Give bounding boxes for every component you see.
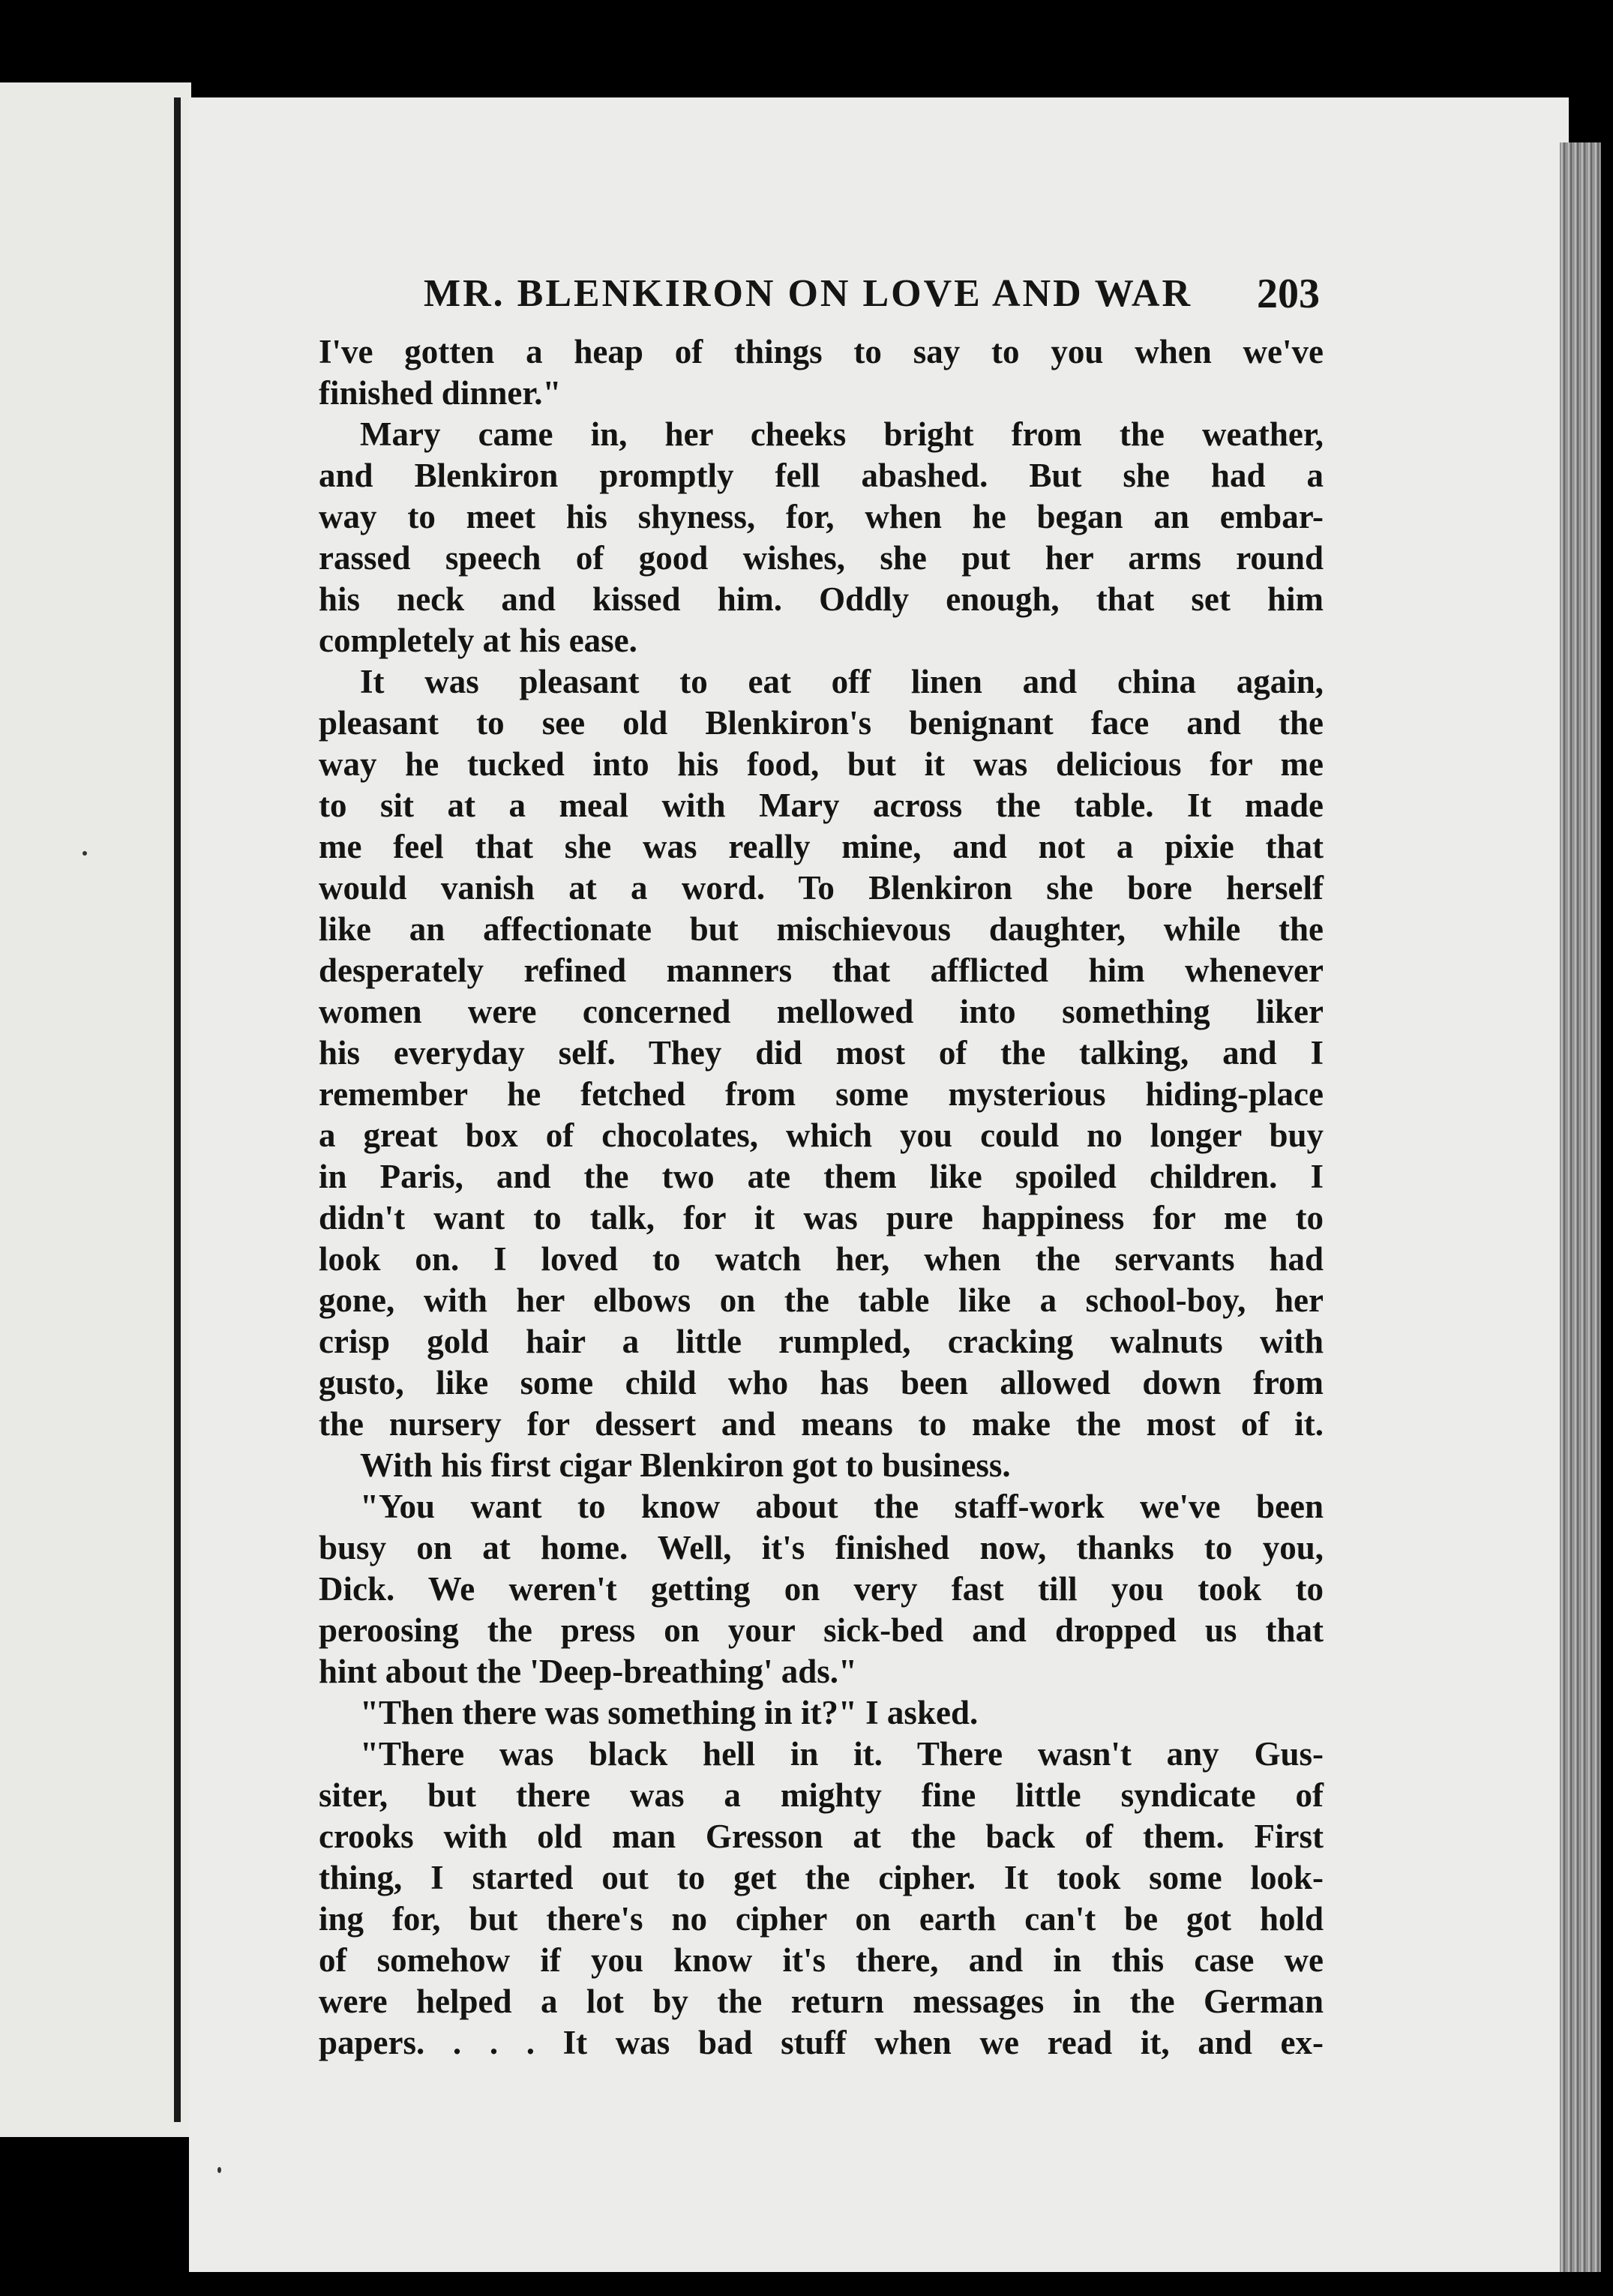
text-line: look on. I loved to watch her, when the servants had xyxy=(319,1240,1324,1278)
text-line: like an affectionate but mischievous daughter, while the xyxy=(319,910,1324,948)
text-line: "Then there was something in it?" I asked. xyxy=(360,1694,979,1731)
text-line: in Paris, and the two ate them like spoiled children. I xyxy=(319,1158,1324,1195)
text-line: crisp gold hair a little rumpled, cracking walnuts with xyxy=(319,1323,1324,1360)
text-line: peroosing the press on your sick-bed and dropped us that xyxy=(319,1611,1324,1649)
text-line: papers. . . . It was bad stuff when we read it, and ex- xyxy=(319,2024,1324,2061)
text-line: and Blenkiron promptly fell abashed. But she had a xyxy=(319,457,1324,494)
text-line: of somehow if you know it's there, and in this case we xyxy=(319,1941,1324,1979)
text-line: finished dinner." xyxy=(319,374,562,412)
text-line: remember he fetched from some mysterious hiding-place xyxy=(319,1075,1324,1113)
text-line: gusto, like some child who has been allowed down from xyxy=(319,1364,1324,1401)
text-line: siter, but there was a mighty fine little syndicate of xyxy=(319,1776,1324,1814)
text-line: ing for, but there's no cipher on earth can't be got hold xyxy=(319,1900,1324,1938)
text-line: way to meet his shyness, for, when he began an embar- xyxy=(319,498,1324,535)
text-line: hint about the 'Deep-breathing' ads." xyxy=(319,1653,858,1690)
scan-speck xyxy=(217,2167,221,2173)
text-line: were helped a lot by the return messages in the German xyxy=(319,1983,1324,2020)
scan-speck xyxy=(82,851,87,856)
text-line: Dick. We weren't getting on very fast till you took to xyxy=(319,1570,1324,1608)
text-line: With his first cigar Blenkiron got to business. xyxy=(360,1446,1011,1484)
binding-gutter xyxy=(174,97,181,2122)
text-line: his neck and kissed him. Oddly enough, that set him xyxy=(319,580,1324,618)
text-line: pleasant to see old Blenkiron's benignant face and the xyxy=(319,704,1324,742)
text-line: "You want to know about the staff-work we've been xyxy=(360,1488,1324,1525)
text-line: It was pleasant to eat off linen and china again, xyxy=(360,663,1324,700)
text-line: a great box of chocolates, which you could no longer buy xyxy=(319,1117,1324,1154)
page-stack-edge xyxy=(1560,142,1601,2272)
running-head: MR. BLENKIRON ON LOVE AND WAR xyxy=(424,272,1193,315)
text-line: desperately refined manners that afflicted him whenever xyxy=(319,952,1324,989)
text-line: Mary came in, her cheeks bright from the weather, xyxy=(360,415,1324,453)
text-line: crooks with old man Gresson at the back of them. First xyxy=(319,1818,1324,1855)
text-line: to sit at a meal with Mary across the table. It made xyxy=(319,787,1324,824)
text-line: would vanish at a word. To Blenkiron she bore herself xyxy=(319,869,1324,907)
text-line: me feel that she was really mine, and not a pixie that xyxy=(319,828,1324,865)
text-line: I've gotten a heap of things to say to you when we've xyxy=(319,333,1324,370)
facing-page-edge xyxy=(0,82,191,2137)
text-line: completely at his ease. xyxy=(319,622,637,659)
body-text xyxy=(319,331,1324,2064)
text-line: way he tucked into his food, but it was delicious for me xyxy=(319,745,1324,783)
text-line: busy on at home. Well, it's finished now, thanks to you, xyxy=(319,1529,1324,1566)
text-line: women were concerned mellowed into something liker xyxy=(319,993,1324,1030)
text-line: thing, I started out to get the cipher. It took some look- xyxy=(319,1859,1324,1896)
text-line: gone, with her elbows on the table like a school-boy, her xyxy=(319,1281,1324,1319)
text-line: his everyday self. They did most of the talking, and I xyxy=(319,1034,1324,1072)
page-number: 203 xyxy=(1257,271,1320,317)
text-line: the nursery for dessert and means to make the most of it. xyxy=(319,1405,1324,1443)
text-line: rassed speech of good wishes, she put her arms round xyxy=(319,539,1324,577)
text-line: "There was black hell in it. There wasn't any Gus- xyxy=(360,1735,1324,1773)
text-line: didn't want to talk, for it was pure happiness for me to xyxy=(319,1199,1324,1236)
